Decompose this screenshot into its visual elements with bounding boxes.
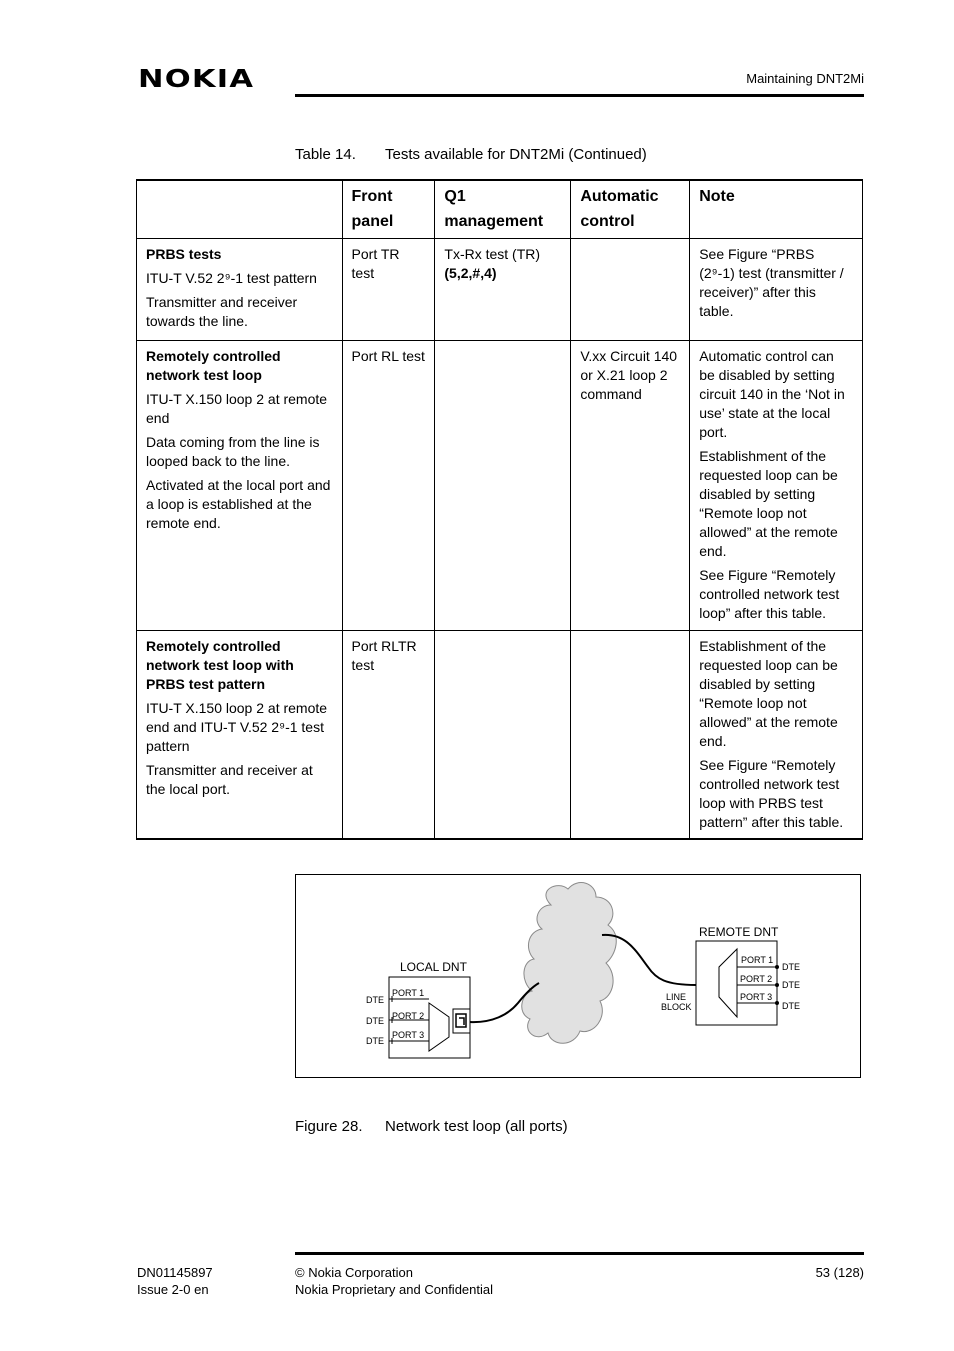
- header-cell-automatic-control: Automatic control: [571, 180, 690, 239]
- q1-management-cell: [435, 631, 571, 840]
- table-caption-label: Table 14.: [295, 146, 356, 163]
- figure-caption: [295, 1118, 568, 1135]
- front-panel-cell: Port RLTR test: [342, 631, 435, 840]
- test-description: Transmitter and receiver at the local port.: [146, 762, 313, 797]
- network-cloud-icon: [522, 883, 616, 1044]
- table-caption-title: Tests available for DNT2Mi (Continued): [385, 146, 647, 163]
- note-text: See Figure “PRBS (2⁹-1) test (transmitter / receiver)” after this table.: [699, 246, 844, 319]
- test-description: ITU-T X.150 loop 2 at remote end: [146, 391, 328, 426]
- footer-doc-id: DN01145897: [137, 1265, 213, 1280]
- header-cell-q1-management: Q1 management: [435, 180, 571, 239]
- table-row: [137, 341, 863, 631]
- footer-copyright: © Nokia Corporation: [295, 1265, 413, 1280]
- network-loop-figure: [295, 874, 861, 1078]
- test-description: Transmitter and receiver towards the line.: [146, 294, 298, 329]
- nokia-logo: NOKIA: [138, 64, 255, 93]
- dte-label: DTE: [366, 1016, 384, 1026]
- note-text: Establishment of the requested loop can be disabled by setting “Remote loop not allowed” at the remote end.: [699, 638, 838, 749]
- note-cell: [690, 341, 863, 631]
- line-block-label: LINE: [666, 992, 687, 1002]
- tests-table: [136, 179, 863, 840]
- q1-command-code: (5,2,#,4): [444, 265, 497, 281]
- remote-port-label: PORT 3: [740, 992, 773, 1002]
- q1-management-cell: [435, 341, 571, 631]
- footer-legal: [295, 1264, 493, 1298]
- header-cell-front-panel: Front panel: [342, 180, 435, 239]
- note-text: Establishment of the requested loop can be disabled by setting “Remote loop not allowed” at the remote end.: [699, 448, 838, 559]
- dte-label: DTE: [366, 1036, 384, 1046]
- header-section-title: Maintaining DNT2Mi: [746, 71, 864, 86]
- dte-label: DTE: [782, 980, 800, 990]
- dte-label: DTE: [366, 995, 384, 1005]
- q1-management-cell: [435, 239, 571, 341]
- remote-dnt-label: REMOTE DNT: [699, 925, 779, 939]
- front-panel-cell: Port TR test: [342, 239, 435, 341]
- test-description: ITU-T V.52 2⁹-1 test pattern: [146, 270, 317, 286]
- table-caption: [295, 146, 647, 163]
- note-text: Automatic control can be disabled by setting circuit 140 in the ‘Not in use’ state at the local port.: [699, 348, 845, 440]
- footer-rule: [295, 1252, 864, 1255]
- local-port-label: PORT 2: [392, 1011, 425, 1021]
- note-cell: [690, 631, 863, 840]
- figure-caption-title: Network test loop (all ports): [385, 1118, 568, 1135]
- local-dnt-label: LOCAL DNT: [400, 960, 467, 974]
- local-port-label: PORT 3: [392, 1030, 425, 1040]
- table-row: [137, 631, 863, 840]
- footer-issue: Issue 2-0 en: [137, 1282, 209, 1297]
- network-diagram: [296, 875, 860, 1077]
- header-cell-test: [137, 180, 343, 239]
- q1-command-name: Tx-Rx test (TR): [444, 246, 541, 262]
- footer-page-number: 53 (128): [815, 1265, 864, 1280]
- test-description: Data coming from the line is looped back to the line.: [146, 434, 320, 469]
- local-port-label: PORT 1: [392, 988, 425, 998]
- note-text: See Figure “Remotely controlled network test loop with PRBS test pattern” after this table.: [699, 757, 844, 830]
- figure-caption-label: Figure 28.: [295, 1118, 363, 1135]
- automatic-control-cell: V.xx Circuit 140 or X.21 loop 2 command: [571, 341, 690, 631]
- test-cell: [137, 341, 343, 631]
- note-text: See Figure “Remotely controlled network test loop” after this table.: [699, 567, 840, 621]
- automatic-control-cell: [571, 631, 690, 840]
- front-panel-cell: Port RL test: [342, 341, 435, 631]
- test-description: ITU-T X.150 loop 2 at remote end and ITU-T V.52 2⁹-1 test pattern: [146, 700, 328, 754]
- table-header-row: [137, 180, 863, 239]
- test-cell: [137, 239, 343, 341]
- test-description: Activated at the local port and a loop is established at the remote end.: [146, 477, 331, 531]
- dte-label: DTE: [782, 962, 800, 972]
- dte-label: DTE: [782, 1001, 800, 1011]
- test-title: PRBS tests: [146, 246, 222, 262]
- remote-port-label: PORT 1: [741, 955, 774, 965]
- header-rule: [295, 94, 864, 97]
- test-title: Remotely controlled network test loop with PRBS test pattern: [146, 638, 294, 692]
- test-cell: [137, 631, 343, 840]
- automatic-control-cell: [571, 239, 690, 341]
- remote-port-label: PORT 2: [740, 974, 773, 984]
- note-cell: [690, 239, 863, 341]
- header-cell-note: Note: [690, 180, 863, 239]
- footer-doc-info: [137, 1264, 213, 1298]
- footer-confidential: Nokia Proprietary and Confidential: [295, 1282, 493, 1297]
- line-block-label: BLOCK: [661, 1002, 692, 1012]
- table-row: [137, 239, 863, 341]
- test-title: Remotely controlled network test loop: [146, 348, 281, 383]
